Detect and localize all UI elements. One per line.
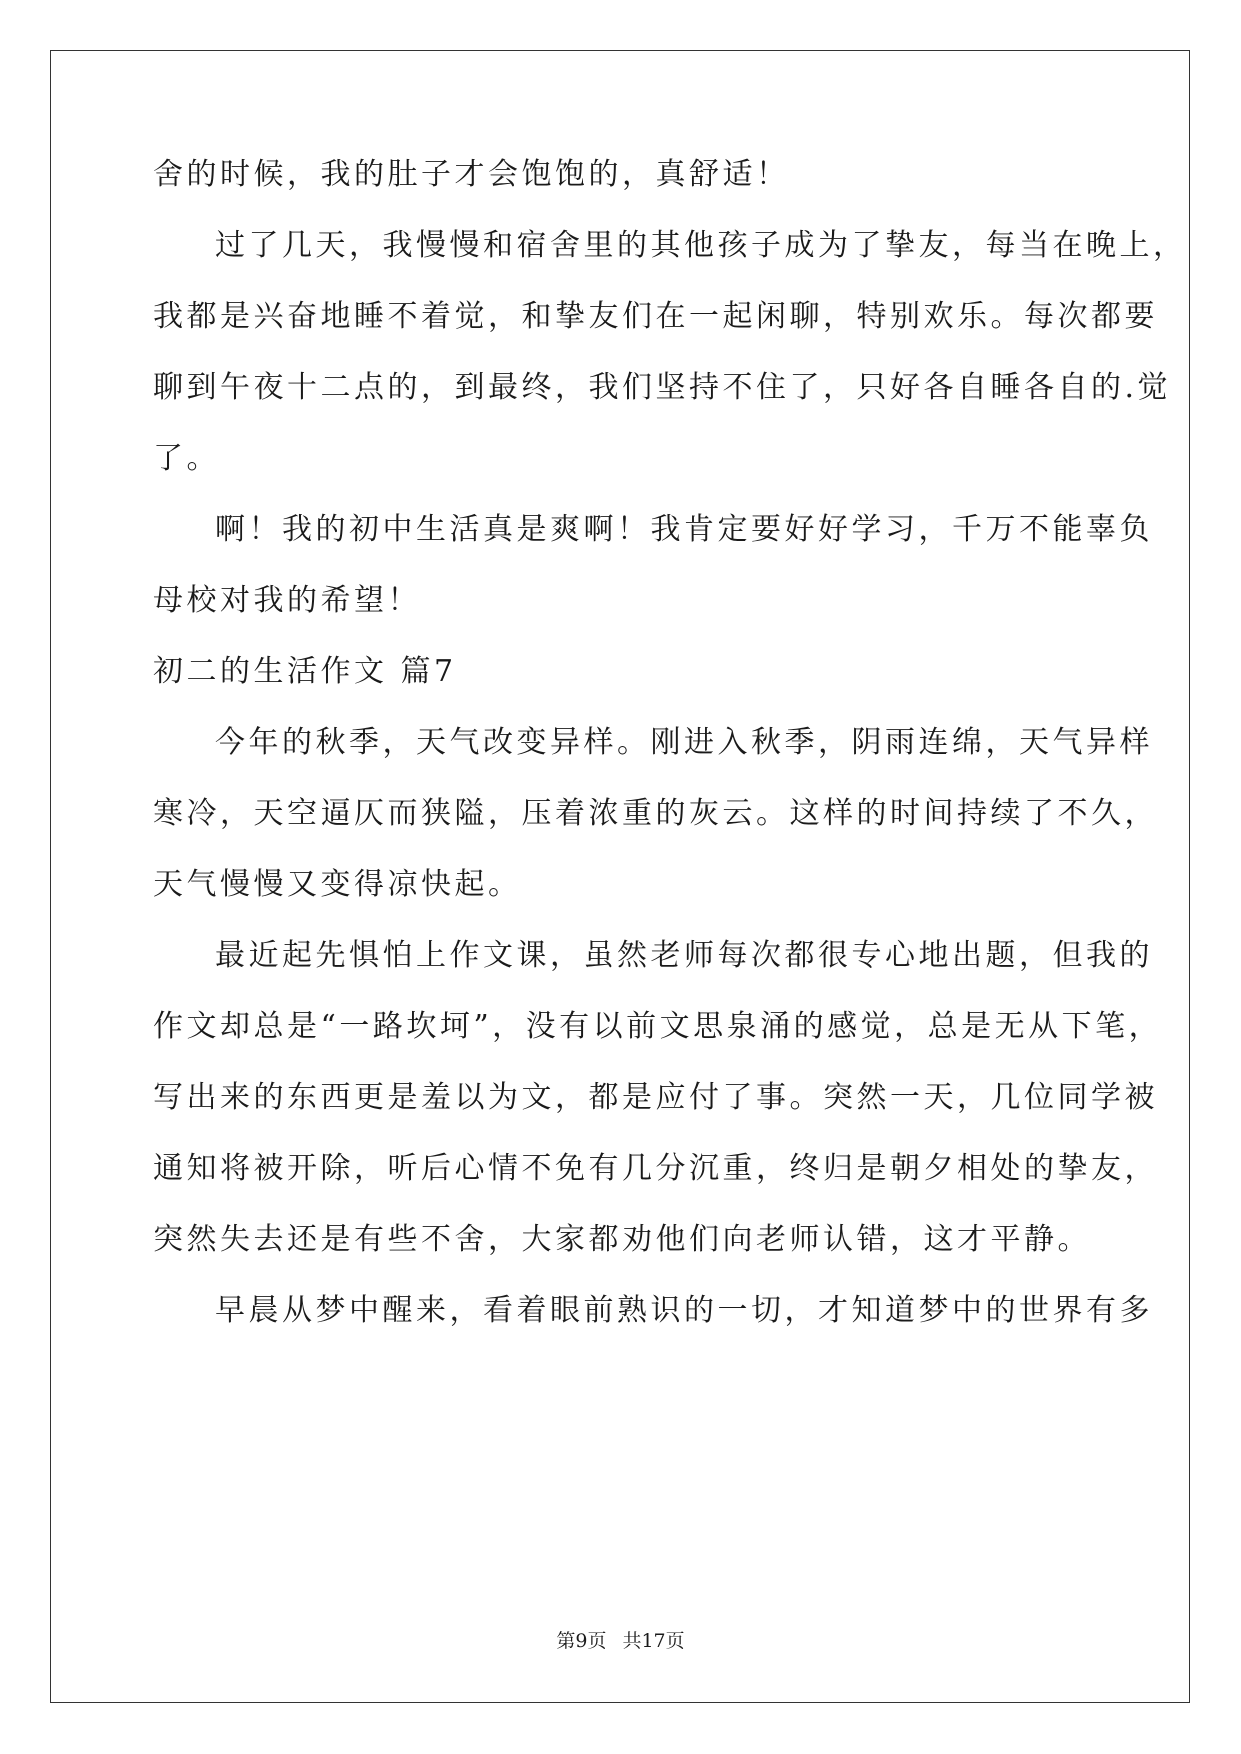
paragraph-first-line: 过了几天，我慢慢和宿舍里的其他孩子成为了挚友，每当在晚上，	[215, 228, 1187, 263]
body-text-line: 作文却总是“一路坎坷”，没有以前文思泉涌的感觉，总是无从下笔，	[153, 1009, 1163, 1044]
page-total: 共17页	[622, 1630, 685, 1652]
paragraph-first-line: 早晨从梦中醒来，看着眼前熟识的一切，才知道梦中的世界有多	[215, 1293, 1153, 1328]
paragraph-first-line: 啊！我的初中生活真是爽啊！我肯定要好好学习，千万不能辜负	[215, 512, 1153, 547]
body-text-line: 了。	[153, 441, 220, 476]
body-text-line: 天气慢慢又变得凉快起。	[153, 867, 522, 902]
body-text-line: 寒冷，天空逼仄而狭隘，压着浓重的灰云。这样的时间持续了不久，	[153, 796, 1158, 831]
body-text-line: 写出来的东西更是羞以为文，都是应付了事。突然一天，几位同学被	[153, 1080, 1158, 1115]
section-heading: 初二的生活作文 篇7	[153, 654, 457, 689]
body-text-line: 聊到午夜十二点的，到最终，我们坚持不住了，只好各自睡各自的.觉	[153, 370, 1172, 405]
page-footer	[0, 1629, 1241, 1653]
body-text-line: 舍的时候，我的肚子才会饱饱的，真舒适！	[153, 157, 790, 192]
body-text-line: 通知将被开除，听后心情不免有几分沉重，终归是朝夕相处的挚友，	[153, 1151, 1158, 1186]
body-text-line: 我都是兴奋地睡不着觉，和挚友们在一起闲聊，特别欢乐。每次都要	[153, 299, 1158, 334]
body-text-line: 母校对我的希望！	[153, 583, 421, 618]
body-text-line: 突然失去还是有些不舍，大家都劝他们向老师认错，这才平静。	[153, 1222, 1091, 1257]
paragraph-first-line: 今年的秋季，天气改变异样。刚进入秋季，阴雨连绵，天气异样	[215, 725, 1153, 760]
paragraph-first-line: 最近起先惧怕上作文课，虽然老师每次都很专心地出题，但我的	[215, 938, 1153, 973]
page-number: 第9页	[556, 1630, 607, 1652]
